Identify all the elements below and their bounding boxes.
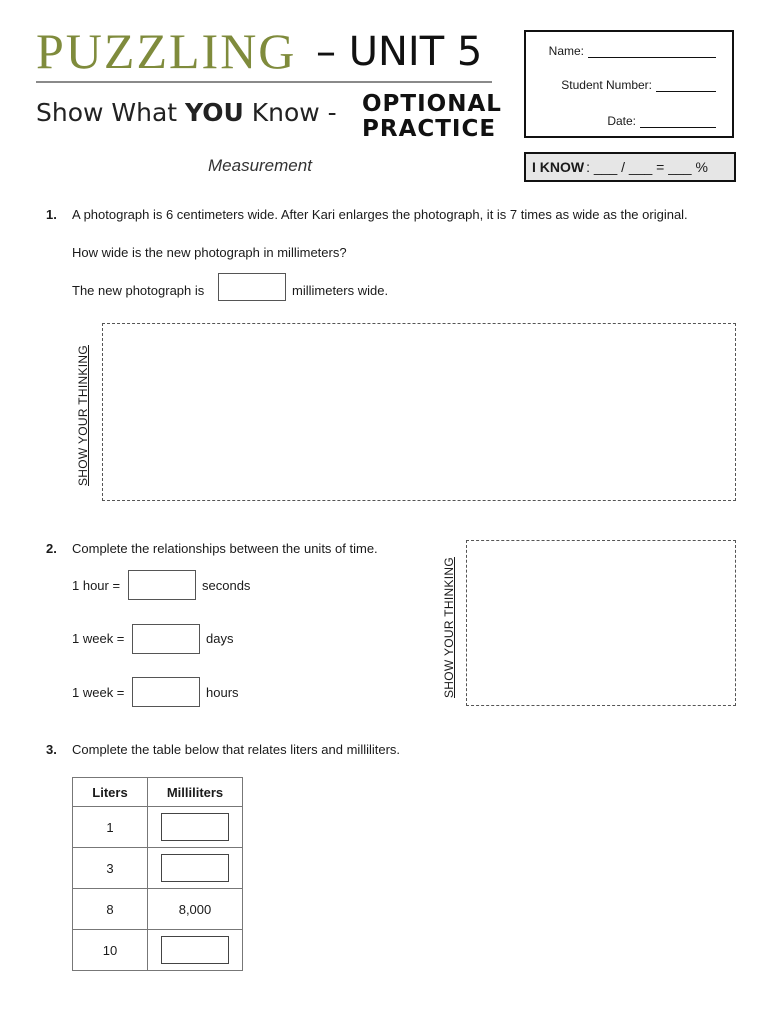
q3-text: Complete the table below that relates liters and milliliters.: [72, 742, 401, 757]
q1-answer-suffix: millimeters wide.: [292, 283, 389, 298]
q2-thinking-area[interactable]: [466, 540, 736, 706]
student-number-field[interactable]: [656, 79, 716, 92]
milliliters-answer-box[interactable]: [161, 854, 229, 882]
q1-text: A photograph is 6 centimeters wide. After Kari enlarges the photograph, it is 7 times as wide as the original.: [72, 207, 688, 222]
date-label: Date:: [607, 114, 636, 128]
student-number-row: [561, 78, 716, 92]
name-row: [549, 44, 716, 58]
table-row: [73, 930, 243, 971]
liters-cell: 8: [73, 889, 148, 930]
q2-thinking-label: SHOW YOUR THINKING: [442, 557, 456, 698]
q2-text: Complete the relationships between the units of time.: [72, 541, 378, 556]
q2-row3-answer-box[interactable]: [132, 677, 200, 707]
q2-row3-left: 1 week =: [72, 685, 125, 700]
optional-line-2: PRACTICE: [362, 116, 497, 142]
liters-cell: 10: [73, 930, 148, 971]
q2-row2-right: days: [206, 631, 234, 646]
table-header-row: [73, 778, 243, 807]
q2-row2-left: 1 week =: [72, 631, 125, 646]
milliliters-cell: [148, 930, 243, 971]
student-number-label: Student Number:: [561, 78, 652, 92]
date-field[interactable]: [640, 115, 716, 128]
q1-question: How wide is the new photograph in millimeters?: [72, 245, 347, 260]
table-row: [73, 848, 243, 889]
score-box: [524, 152, 736, 182]
optional-practice-label: [362, 92, 502, 142]
table-row: [73, 889, 243, 930]
tagline-bold: YOU: [185, 98, 244, 127]
tagline-pre: Show What: [36, 98, 186, 127]
milliliters-cell: 8,000: [148, 889, 243, 930]
liters-cell: 3: [73, 848, 148, 889]
milliliters-cell: [148, 807, 243, 848]
name-field[interactable]: [588, 45, 716, 58]
milliliters-answer-box[interactable]: [161, 813, 229, 841]
q2-row1-answer-box[interactable]: [128, 570, 196, 600]
q1-answer-box[interactable]: [218, 273, 286, 301]
q1-number: 1.: [46, 207, 57, 222]
q1-answer-prefix: The new photograph is: [72, 283, 205, 298]
tagline: [36, 98, 337, 128]
topic-title: Measurement: [208, 156, 312, 175]
date-row: [607, 114, 716, 128]
student-info-box: [524, 30, 734, 138]
liters-milliliters-table: [72, 777, 243, 971]
name-label: Name:: [548, 44, 584, 58]
q2-number: 2.: [46, 541, 57, 556]
q2-row1-right: seconds: [202, 578, 251, 593]
score-label: I KNOW: [532, 159, 585, 175]
q2-row3-right: hours: [206, 685, 239, 700]
liters-cell: 1: [73, 807, 148, 848]
header-milliliters: Milliliters: [148, 778, 243, 807]
unit-title: – UNIT 5: [316, 29, 483, 75]
header-liters: Liters: [73, 778, 148, 807]
q2-row1-left: 1 hour =: [72, 578, 121, 593]
table-row: [73, 807, 243, 848]
q1-thinking-label: SHOW YOUR THINKING: [76, 345, 90, 486]
score-formula: : ___ / ___ = ___ %: [586, 159, 708, 175]
milliliters-cell: [148, 848, 243, 889]
brand-title: PUZZLING: [36, 23, 297, 79]
q1-thinking-area[interactable]: [102, 323, 736, 501]
q3-number: 3.: [46, 742, 57, 757]
q2-row2-answer-box[interactable]: [132, 624, 200, 654]
milliliters-answer-box[interactable]: [161, 936, 229, 964]
optional-line-1: OPTIONAL: [362, 91, 502, 117]
header-divider: [36, 81, 492, 83]
tagline-post: Know -: [243, 98, 337, 127]
